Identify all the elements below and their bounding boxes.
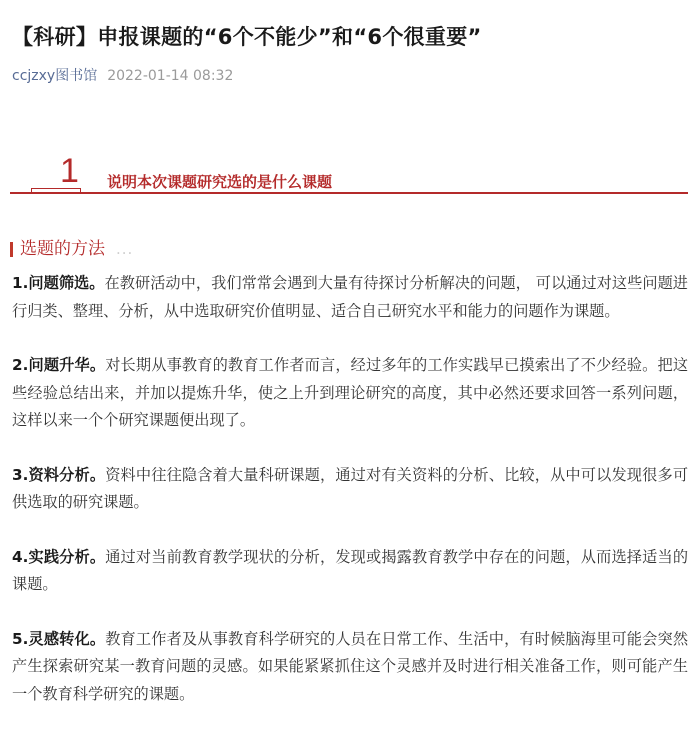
article-meta [12,66,233,86]
section-header [10,150,688,196]
item-text: 资料中往往隐含着大量科研课题，通过对有关资料的分析、比较，从中可以发现很多可供选取的研究课题。 [12,465,689,511]
subsection-dots: ... [116,240,134,258]
item-lead: 1.问题筛选。 [12,274,105,292]
item-text: 对长期从事教育的教育工作者而言，经过多年的工作实践早已摸索出了不少经验。把这些经验总结出来，并加以提炼升华，使之上升到理论研究的高度，其中必然还要求回答一系列问题，这样以来一个个研究课题便出现了。 [12,356,689,429]
method-list [12,270,688,735]
list-item [12,544,688,599]
list-item [12,352,688,435]
item-lead: 4.实践分析。 [12,547,106,566]
item-lead: 5.灵感转化。 [12,629,106,648]
subsection-marker [10,242,13,257]
item-text: 通过对当前教育教学现状的分析，发现或揭露教育教学中存在的问题，从而选择适当的课题。 [12,547,689,593]
item-text: 教育工作者及从事教育科学研究的人员在日常工作、生活中，有时候脑海里可能会突然产生探索研究某一教育问题的灵感。如果能紧紧抓住这个灵感并及时进行相关准备工作，则可能产生一个教育科学研究的课题。 [12,629,689,703]
publish-date: 2022-01-14 08:32 [107,68,234,84]
article-title: 【科研】申报课题的“6个不能少”和“6个很重要” [12,25,482,49]
item-lead: 3.资料分析。 [12,465,106,484]
item-text: 在教研活动中，我们常常会遇到大量有待探讨分析解决的问题， 可以通过对这些问题进行归类、整理、分析，从中选取研究价值明显、适合自己研究水平和能力的问题作为课题。 [12,274,688,320]
section-divider [10,192,688,194]
item-lead: 2.问题升华。 [12,356,106,374]
list-item [12,270,688,325]
section-title: 说明本次课题研究选的是什么课题 [107,173,333,191]
section-number: 1 [60,152,79,190]
list-item [12,626,688,709]
author-link[interactable]: ccjzxy图书馆 [12,68,98,84]
subsection-label: 选题的方法 [20,239,105,259]
list-item [12,462,688,517]
